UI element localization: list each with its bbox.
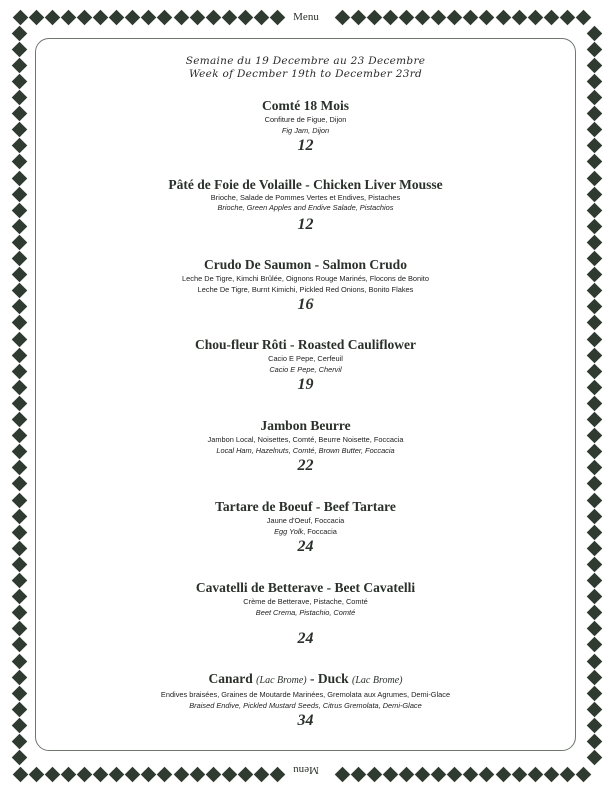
border-diamond	[11, 605, 27, 621]
dish-title	[35, 671, 576, 689]
border-diamond	[11, 251, 27, 267]
border-diamond	[189, 766, 205, 782]
border-diamond	[11, 283, 27, 299]
dish-beet-cavatelli	[35, 580, 576, 648]
border-diamond	[11, 621, 27, 637]
border-diamond	[11, 396, 27, 412]
menu-footer-label: Menu	[293, 764, 319, 776]
border-diamond	[11, 219, 27, 235]
border-diamond	[11, 315, 27, 331]
border-diamond	[586, 363, 602, 379]
border-diamond	[586, 299, 602, 315]
border-diamond	[11, 476, 27, 492]
border-diamond	[366, 9, 382, 25]
dish-desc-en-rest: , Foccacia	[303, 527, 337, 536]
border-diamond	[11, 106, 27, 122]
border-diamond	[586, 734, 602, 750]
border-diamond	[586, 637, 602, 653]
border-diamond	[157, 9, 173, 25]
border-diamond	[586, 74, 602, 90]
border-diamond	[11, 380, 27, 396]
border-diamond	[586, 58, 602, 74]
border-diamond	[11, 25, 27, 41]
border-diamond	[189, 9, 205, 25]
border-diamond	[586, 460, 602, 476]
border-diamond	[586, 283, 602, 299]
border-diamond	[586, 154, 602, 170]
dish-desc-fr: Crème de Betterave, Pistache, Comté	[243, 597, 368, 606]
border-diamond	[238, 9, 254, 25]
border-diamond	[415, 766, 431, 782]
border-diamond	[254, 766, 270, 782]
border-diamond	[77, 766, 93, 782]
border-diamond	[11, 299, 27, 315]
border-diamond	[527, 9, 543, 25]
dish-chicken-liver-mousse	[35, 177, 576, 234]
border-diamond	[586, 186, 602, 202]
dish-price: 12	[297, 216, 314, 233]
border-diamond	[366, 766, 382, 782]
border-diamond	[11, 669, 27, 685]
border-diamond	[447, 766, 463, 782]
week-fr: Semaine du 19 Decembre au 23 Decembre	[185, 55, 426, 67]
dish-title: Cavatelli de Betterave - Beet Cavatelli	[195, 580, 416, 595]
dish-title: Chou-fleur Rôti - Roasted Cauliflower	[195, 337, 416, 352]
dish-price: 24	[297, 630, 314, 647]
border-diamond	[586, 251, 602, 267]
border-diamond	[586, 428, 602, 444]
border-diamond	[11, 122, 27, 138]
border-diamond	[11, 750, 27, 766]
dish-price: 34	[297, 712, 314, 729]
border-diamond	[270, 766, 286, 782]
dish-price: 19	[297, 376, 314, 393]
border-diamond	[544, 766, 560, 782]
border-diamond	[586, 347, 602, 363]
border-diamond	[11, 90, 27, 106]
dish-salmon-crudo	[35, 257, 576, 314]
dish-desc-en	[35, 526, 576, 537]
border-diamond	[11, 492, 27, 508]
border-diamond	[109, 766, 125, 782]
border-diamond	[586, 685, 602, 701]
dish-desc-fr: Brioche, Salade de Pommes Vertes et Endives, Pistaches	[210, 193, 401, 202]
border-diamond	[11, 331, 27, 347]
dish-desc-en: Fig Jam, Dijon	[281, 126, 330, 135]
border-diamond	[586, 170, 602, 186]
border-diamond	[431, 766, 447, 782]
border-diamond	[334, 766, 350, 782]
border-diamond	[11, 460, 27, 476]
border-diamond	[141, 766, 157, 782]
border-diamond	[586, 589, 602, 605]
border-diamond	[270, 9, 286, 25]
dish-title: Comté 18 Mois	[262, 98, 349, 113]
border-diamond	[11, 589, 27, 605]
border-diamond	[495, 766, 511, 782]
border-diamond	[61, 766, 77, 782]
border-diamond	[11, 202, 27, 218]
menu-header-label: Menu	[293, 11, 319, 23]
border-diamond	[586, 653, 602, 669]
border-diamond	[479, 9, 495, 25]
border-diamond	[350, 766, 366, 782]
border-diamond	[93, 9, 109, 25]
week-en: Week of Decmber 19th to December 23rd	[188, 68, 423, 80]
dish-desc-fr: Cacio E Pepe, Cerfeuil	[268, 354, 343, 363]
border-diamond	[173, 766, 189, 782]
border-diamond	[11, 508, 27, 524]
border-diamond	[586, 396, 602, 412]
border-diamond	[415, 9, 431, 25]
border-diamond	[44, 766, 60, 782]
border-diamond	[11, 186, 27, 202]
dish-price: 22	[297, 457, 314, 474]
border-diamond	[11, 154, 27, 170]
border-diamond	[586, 702, 602, 718]
border-diamond	[560, 9, 576, 25]
border-diamond	[586, 412, 602, 428]
border-diamond	[431, 9, 447, 25]
border-diamond	[11, 541, 27, 557]
border-diamond	[93, 766, 109, 782]
border-diamond	[586, 541, 602, 557]
border-diamond	[238, 766, 254, 782]
border-diamond	[586, 25, 602, 41]
border-diamond	[125, 766, 141, 782]
border-diamond	[495, 9, 511, 25]
border-diamond	[11, 170, 27, 186]
border-diamond	[586, 669, 602, 685]
border-diamond	[11, 58, 27, 74]
border-diamond	[28, 766, 44, 782]
border-diamond	[77, 9, 93, 25]
dish-title-fr: Canard	[208, 671, 257, 686]
border-diamond	[109, 9, 125, 25]
border-diamond	[11, 267, 27, 283]
dish-roasted-cauliflower	[35, 337, 576, 394]
dish-desc-en: Brioche, Green Apples and Endive Salade, Pistachios	[217, 203, 394, 212]
dish-desc-en: Local Ham, Hazelnuts, Comté, Brown Butter, Foccacia	[216, 446, 395, 455]
border-diamond	[11, 138, 27, 154]
dish-desc-fr: Jaune d'Oeuf, Foccacia	[266, 516, 345, 525]
border-diamond	[11, 557, 27, 573]
border-diamond	[11, 653, 27, 669]
border-diamond	[527, 766, 543, 782]
border-diamond	[11, 718, 27, 734]
border-diamond	[11, 428, 27, 444]
week-heading	[35, 55, 576, 81]
border-diamond	[11, 637, 27, 653]
border-diamond	[11, 444, 27, 460]
border-diamond	[383, 766, 399, 782]
border-diamond	[447, 9, 463, 25]
dish-price: 16	[297, 296, 314, 313]
dish-title-en: - Duck	[306, 671, 353, 686]
border-diamond	[511, 9, 527, 25]
border-diamond	[11, 734, 27, 750]
border-diamond	[11, 41, 27, 57]
dish-origin-note: (Lac Brome)	[256, 675, 307, 686]
border-diamond	[479, 766, 495, 782]
border-diamond	[576, 9, 592, 25]
dish-jambon-beurre	[35, 418, 576, 475]
border-diamond	[205, 9, 221, 25]
border-diamond	[11, 685, 27, 701]
border-diamond	[586, 380, 602, 396]
border-diamond	[586, 331, 602, 347]
border-diamond	[586, 605, 602, 621]
border-diamond	[11, 74, 27, 90]
border-diamond	[11, 347, 27, 363]
border-diamond	[11, 702, 27, 718]
dish-beef-tartare	[35, 499, 576, 556]
dish-desc-en: Braised Endive, Pickled Mustard Seeds, Citrus Gremolata, Demi-Glace	[189, 701, 422, 710]
border-diamond	[61, 9, 77, 25]
border-diamond	[141, 9, 157, 25]
border-diamond	[399, 766, 415, 782]
border-diamond	[586, 122, 602, 138]
border-diamond	[586, 621, 602, 637]
border-diamond	[11, 524, 27, 540]
border-diamond	[125, 9, 141, 25]
border-diamond	[11, 363, 27, 379]
border-diamond	[586, 750, 602, 766]
dish-title: Jambon Beurre	[260, 418, 351, 433]
dish-desc-fr: Leche De Tigre, Kimchi Brûlée, Oignons Rouge Marinés, Flocons de Bonito	[182, 274, 429, 283]
border-diamond	[586, 138, 602, 154]
border-diamond	[586, 106, 602, 122]
border-diamond	[205, 766, 221, 782]
border-diamond	[350, 9, 366, 25]
border-diamond	[463, 766, 479, 782]
border-diamond	[28, 9, 44, 25]
dish-title: Crudo De Saumon - Salmon Crudo	[204, 257, 407, 272]
border-diamond	[157, 766, 173, 782]
border-diamond	[586, 41, 602, 57]
border-diamond	[11, 235, 27, 251]
border-diamond	[383, 9, 399, 25]
border-diamond	[222, 9, 238, 25]
border-diamond	[173, 9, 189, 25]
dish-desc-en: Leche De Tigre, Burnt Kimichi, Pickled Red Onions, Bonito Flakes	[197, 285, 414, 294]
border-diamond	[12, 9, 28, 25]
dish-desc-en: Beet Crema, Pistachio, Comté	[255, 608, 356, 617]
border-diamond	[586, 219, 602, 235]
border-diamond	[586, 573, 602, 589]
border-diamond	[586, 476, 602, 492]
dish-desc-fr: Jambon Local, Noisettes, Comté, Beurre Noisette, Foccacia	[207, 435, 404, 444]
dish-price: 24	[297, 538, 314, 555]
border-diamond	[586, 557, 602, 573]
border-diamond	[399, 9, 415, 25]
border-diamond	[586, 718, 602, 734]
border-diamond	[12, 766, 28, 782]
dish-title: Tartare de Boeuf - Beef Tartare	[215, 499, 396, 514]
border-diamond	[544, 9, 560, 25]
border-diamond	[44, 9, 60, 25]
dish-duck	[35, 671, 576, 730]
border-diamond	[586, 492, 602, 508]
dish-comte	[35, 98, 576, 155]
border-diamond	[511, 766, 527, 782]
dish-price: 12	[297, 137, 314, 154]
border-diamond	[586, 508, 602, 524]
border-diamond	[222, 766, 238, 782]
dish-desc-en-italic: Egg Yolk	[274, 527, 304, 536]
border-diamond	[586, 202, 602, 218]
dish-desc-fr: Endives braisées, Graines de Moutarde Marinées, Gremolata aux Agrumes, Demi-Glace	[160, 690, 451, 699]
border-diamond	[586, 90, 602, 106]
dish-desc-en: Cacio E Pepe, Chervil	[269, 365, 342, 374]
border-diamond	[586, 235, 602, 251]
border-diamond	[586, 524, 602, 540]
border-diamond	[254, 9, 270, 25]
border-diamond	[11, 573, 27, 589]
border-diamond	[586, 315, 602, 331]
border-diamond	[11, 412, 27, 428]
dish-title: Pâté de Foie de Volaille - Chicken Liver Mousse	[168, 177, 443, 192]
border-diamond	[334, 9, 350, 25]
dish-desc-fr: Confiture de Figue, Dijon	[264, 115, 347, 124]
border-diamond	[586, 444, 602, 460]
border-diamond	[576, 766, 592, 782]
border-diamond	[560, 766, 576, 782]
border-diamond	[463, 9, 479, 25]
border-diamond	[586, 267, 602, 283]
dish-origin-note: (Lac Brome)	[352, 675, 403, 686]
